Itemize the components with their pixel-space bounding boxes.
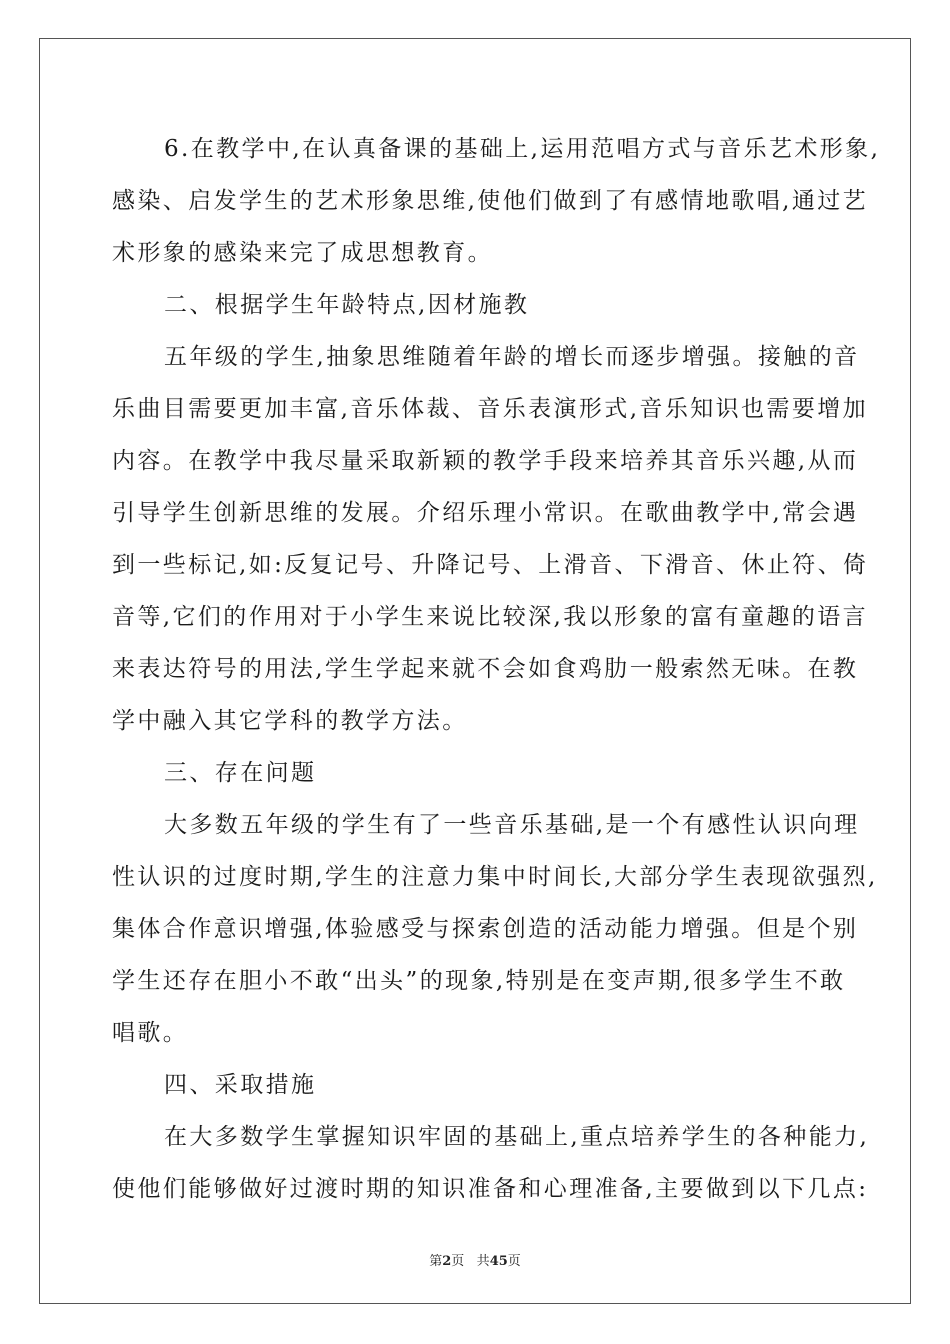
page-suffix: 页 <box>451 1254 465 1269</box>
paragraph-line: 术形象的感染来完了成思想教育。 <box>112 240 493 266</box>
page-prefix: 第 <box>429 1254 443 1269</box>
total-pages: 45 <box>489 1254 508 1269</box>
total-suffix: 页 <box>507 1254 521 1269</box>
paragraph-line: 乐曲目需要更加丰富,音乐体裁、音乐表演形式,音乐知识也需要增加 <box>112 396 869 422</box>
paragraph-line: 6.在教学中,在认真备课的基础上,运用范唱方式与音乐艺术形象, <box>164 136 881 162</box>
page-number: 2 <box>442 1254 452 1269</box>
total-prefix: 共 <box>476 1254 490 1269</box>
section-heading: 三、存在问题 <box>164 760 317 786</box>
paragraph-line: 性认识的过度时期,学生的注意力集中时间长,大部分学生表现欲强烈, <box>112 864 878 890</box>
paragraph-line: 唱歌。 <box>112 1020 189 1046</box>
paragraph-line: 学中融入其它学科的教学方法。 <box>112 708 468 734</box>
section-heading: 四、采取措施 <box>164 1072 317 1098</box>
paragraph-line: 学生还存在胆小不敢“出头”的现象,特别是在变声期,很多学生不敢 <box>112 968 846 994</box>
paragraph-line: 大多数五年级的学生有了一些音乐基础,是一个有感性认识向理 <box>164 812 860 838</box>
section-heading: 二、根据学生年龄特点,因材施教 <box>164 292 530 318</box>
paragraph-line: 在大多数学生掌握知识牢固的基础上,重点培养学生的各种能力, <box>164 1124 870 1150</box>
paragraph-line: 使他们能够做好过渡时期的知识准备和心理准备,主要做到以下几点: <box>112 1176 869 1202</box>
page-footer <box>0 1250 950 1269</box>
paragraph-line: 五年级的学生,抽象思维随着年龄的增长而逐步增强。接触的音 <box>164 344 860 370</box>
paragraph-line: 来表达符号的用法,学生学起来就不会如食鸡肋一般索然无味。在教 <box>112 656 859 682</box>
paragraph-line: 集体合作意识增强,体验感受与探索创造的活动能力增强。但是个别 <box>112 916 859 942</box>
paragraph-line: 感染、启发学生的艺术形象思维,使他们做到了有感情地歌唱,通过艺 <box>112 188 869 214</box>
paragraph-line: 到一些标记,如:反复记号、升降记号、上滑音、下滑音、休止符、倚 <box>112 552 869 578</box>
paragraph-line: 内容。在教学中我尽量采取新颖的教学手段来培养其音乐兴趣,从而 <box>112 448 859 474</box>
paragraph-line: 音等,它们的作用对于小学生来说比较深,我以形象的富有童趣的语言 <box>112 604 869 630</box>
paragraph-line: 引导学生创新思维的发展。介绍乐理小常识。在歌曲教学中,常会遇 <box>112 500 859 526</box>
